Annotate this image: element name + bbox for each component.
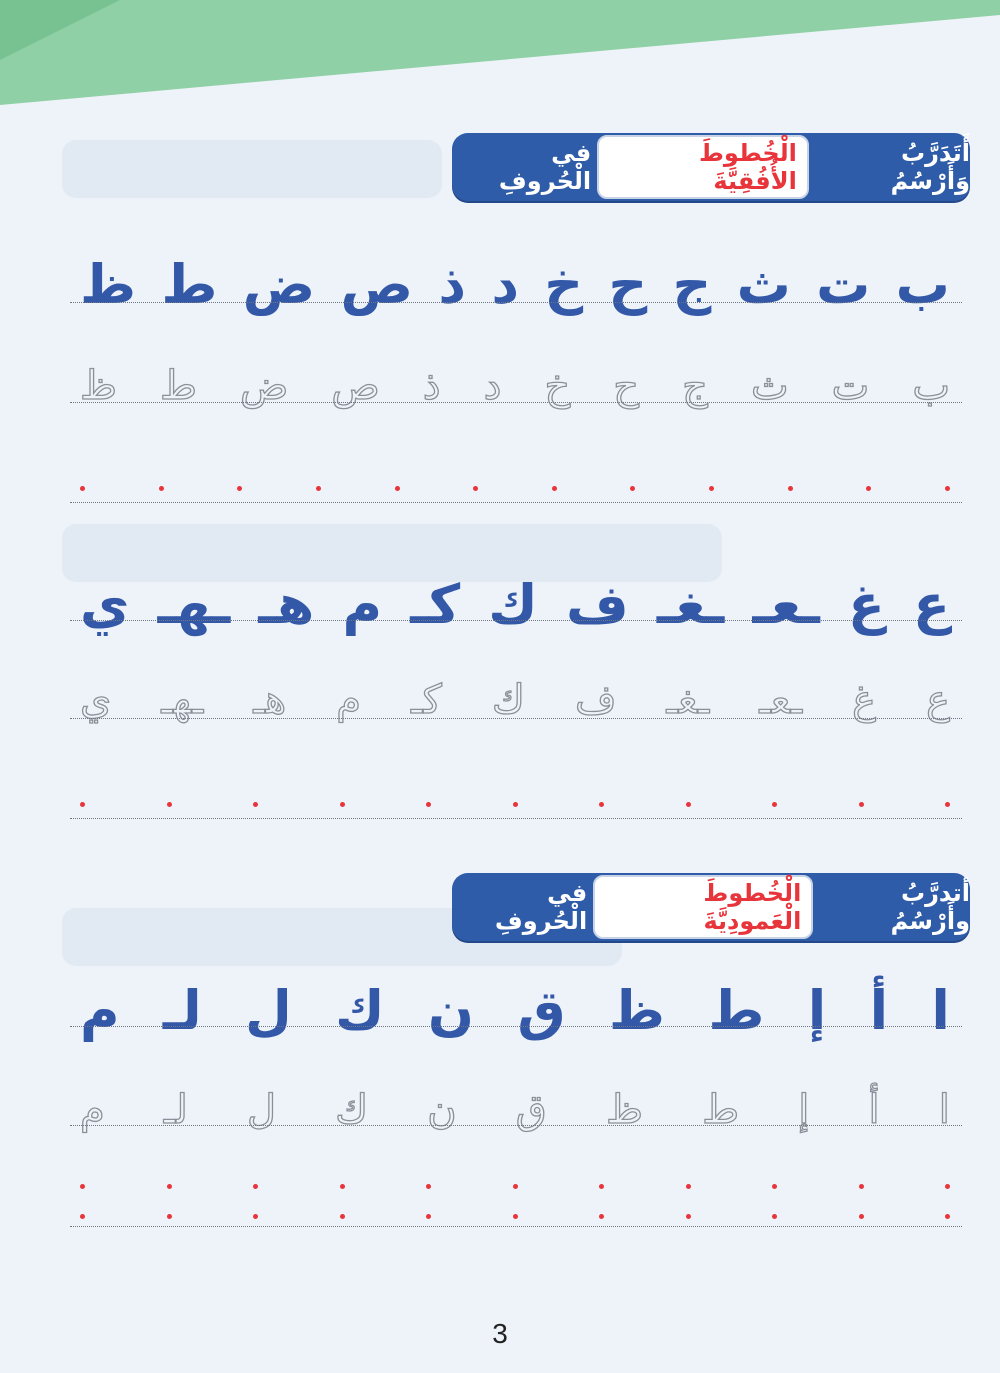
letter: ن <box>427 979 475 1042</box>
dot-marker <box>80 1184 85 1189</box>
dot-marker <box>709 486 714 491</box>
ghost-banner <box>62 140 442 198</box>
letter: إ <box>807 979 827 1042</box>
letter: د <box>491 253 520 316</box>
title-text: في الْحُروفِ <box>498 139 592 195</box>
letter-row <box>80 253 950 316</box>
dot-row <box>80 788 950 818</box>
dot-marker <box>859 1184 864 1189</box>
trace-letter: ك <box>335 1087 369 1133</box>
trace-letter: ج <box>682 363 708 409</box>
letter: ك <box>488 573 538 636</box>
letter: كـ <box>410 573 461 636</box>
dot-marker <box>395 486 400 491</box>
dot-marker <box>866 486 871 491</box>
dot-row <box>80 1170 950 1200</box>
letter: ق <box>517 979 566 1042</box>
letter: ح <box>608 253 648 316</box>
guide-line <box>70 402 962 403</box>
letter: م <box>342 573 383 636</box>
guide-line <box>70 502 962 503</box>
dot-marker <box>426 1214 431 1219</box>
dot-marker <box>945 1214 950 1219</box>
dot-marker <box>80 1214 85 1219</box>
dot-marker <box>159 486 164 491</box>
dot-marker <box>253 1184 258 1189</box>
trace-letter: ت <box>831 363 870 409</box>
letter: خ <box>544 253 584 316</box>
trace-letter: ع <box>926 677 950 723</box>
dot-marker <box>945 1184 950 1189</box>
letter: م <box>80 979 120 1042</box>
trace-letter: خ <box>544 363 571 409</box>
dot-marker <box>253 1214 258 1219</box>
dot-marker <box>513 1184 518 1189</box>
dot-marker <box>167 1214 172 1219</box>
dot-marker <box>945 486 950 491</box>
trace-letter: ض <box>240 363 289 409</box>
letter: ع <box>913 573 950 636</box>
trace-row <box>80 363 950 409</box>
dot-marker <box>686 1214 691 1219</box>
trace-letter: ن <box>427 1087 457 1133</box>
guide-line <box>70 1125 962 1126</box>
letter: ط <box>161 253 218 316</box>
dot-marker <box>80 486 85 491</box>
trace-letter: ط <box>702 1087 740 1133</box>
trace-letter: غ <box>852 677 877 723</box>
dot-marker <box>340 1214 345 1219</box>
section-title-horizontal <box>452 133 970 201</box>
letter: ف <box>565 573 629 636</box>
trace-letter: ك <box>491 677 525 723</box>
trace-letter: ي <box>80 677 112 723</box>
letter: هـ <box>258 573 315 636</box>
dot-marker <box>473 486 478 491</box>
letter-row <box>80 979 950 1042</box>
trace-letter: ـهـ <box>161 677 204 723</box>
trace-letter: هـ <box>253 677 287 723</box>
letter: ذ <box>438 253 467 316</box>
title-highlight: الْخُطوطَ الْعَمودِيَّةَ <box>593 875 813 939</box>
letter-row <box>80 573 950 636</box>
guide-line <box>70 818 962 819</box>
trace-letter: ط <box>160 363 198 409</box>
dot-marker <box>237 486 242 491</box>
letter: ث <box>736 253 791 316</box>
dot-marker <box>80 802 85 807</box>
title-text: أتدرَّبُ وأَرْسُمُ <box>890 879 970 935</box>
letter: ـغـ <box>656 573 725 636</box>
dot-marker <box>945 802 950 807</box>
guide-line <box>70 1026 962 1027</box>
guide-line <box>70 620 962 621</box>
dot-marker <box>772 802 777 807</box>
dot-marker <box>788 486 793 491</box>
trace-letter: ـعـ <box>759 677 803 723</box>
dot-marker <box>253 802 258 807</box>
dot-marker <box>316 486 321 491</box>
letter: ـعـ <box>752 573 820 636</box>
dot-marker <box>340 802 345 807</box>
title-highlight: الْخُطوطَ الأُفُقِيَّةَ <box>597 135 809 199</box>
trace-letter: ح <box>613 363 640 409</box>
dot-marker <box>686 1184 691 1189</box>
dot-marker <box>772 1184 777 1189</box>
letter: ك <box>335 979 385 1042</box>
dot-marker <box>686 802 691 807</box>
trace-letter: ف <box>574 677 617 723</box>
dot-marker <box>167 1184 172 1189</box>
letter: ـهـ <box>157 573 231 636</box>
trace-letter: أ <box>868 1087 880 1133</box>
trace-letter: م <box>336 677 361 723</box>
trace-letter: د <box>483 363 502 409</box>
letter: أ <box>869 979 889 1042</box>
dot-marker <box>167 802 172 807</box>
dot-marker <box>513 1214 518 1219</box>
letter: لـ <box>162 979 202 1042</box>
dot-marker <box>859 1214 864 1219</box>
trace-letter: ـغـ <box>666 677 710 723</box>
trace-letter: ب <box>912 363 950 409</box>
letter: ظ <box>608 979 666 1042</box>
trace-row <box>80 1087 950 1133</box>
letter: ض <box>242 253 316 316</box>
trace-letter: ل <box>246 1087 277 1133</box>
title-text: أَتَدَرَّبُ وَأَرْسُمُ <box>890 139 970 195</box>
dot-marker <box>340 1184 345 1189</box>
dot-marker <box>513 802 518 807</box>
dot-row <box>80 472 950 502</box>
dot-marker <box>772 1214 777 1219</box>
letter: ص <box>340 253 414 316</box>
trace-letter: إ <box>798 1087 810 1133</box>
page-number: 3 <box>492 1318 508 1349</box>
trace-letter: لـ <box>163 1087 188 1133</box>
dot-marker <box>599 802 604 807</box>
title-text: في الْحُروفِ <box>494 879 588 935</box>
letter: ظ <box>80 253 137 316</box>
trace-letter: ص <box>331 363 380 409</box>
trace-letter: م <box>80 1087 105 1133</box>
trace-letter: ظ <box>80 363 117 409</box>
dot-marker <box>599 1214 604 1219</box>
guide-line <box>70 302 962 303</box>
dot-marker <box>630 486 635 491</box>
trace-letter: ق <box>515 1087 547 1133</box>
letter: ج <box>672 253 712 316</box>
dot-marker <box>552 486 557 491</box>
letter: ط <box>708 979 765 1042</box>
trace-letter: ث <box>750 363 789 409</box>
dot-marker <box>599 1184 604 1189</box>
trace-row <box>80 677 950 723</box>
trace-letter: ا <box>938 1087 950 1133</box>
guide-line <box>70 1226 962 1227</box>
trace-letter: ذ <box>422 363 441 409</box>
letter: ل <box>244 979 292 1042</box>
dot-marker <box>859 802 864 807</box>
trace-letter: كـ <box>411 677 442 723</box>
trace-letter: ظ <box>605 1087 643 1133</box>
section-title-vertical <box>452 873 970 941</box>
letter: ي <box>80 573 130 636</box>
dot-marker <box>426 1184 431 1189</box>
guide-line <box>70 718 962 719</box>
letter: ت <box>816 253 871 316</box>
green-corner-decoration <box>0 0 1000 110</box>
letter: ا <box>931 979 950 1042</box>
letter: ب <box>895 253 950 316</box>
dot-marker <box>426 802 431 807</box>
letter: غ <box>848 573 885 636</box>
